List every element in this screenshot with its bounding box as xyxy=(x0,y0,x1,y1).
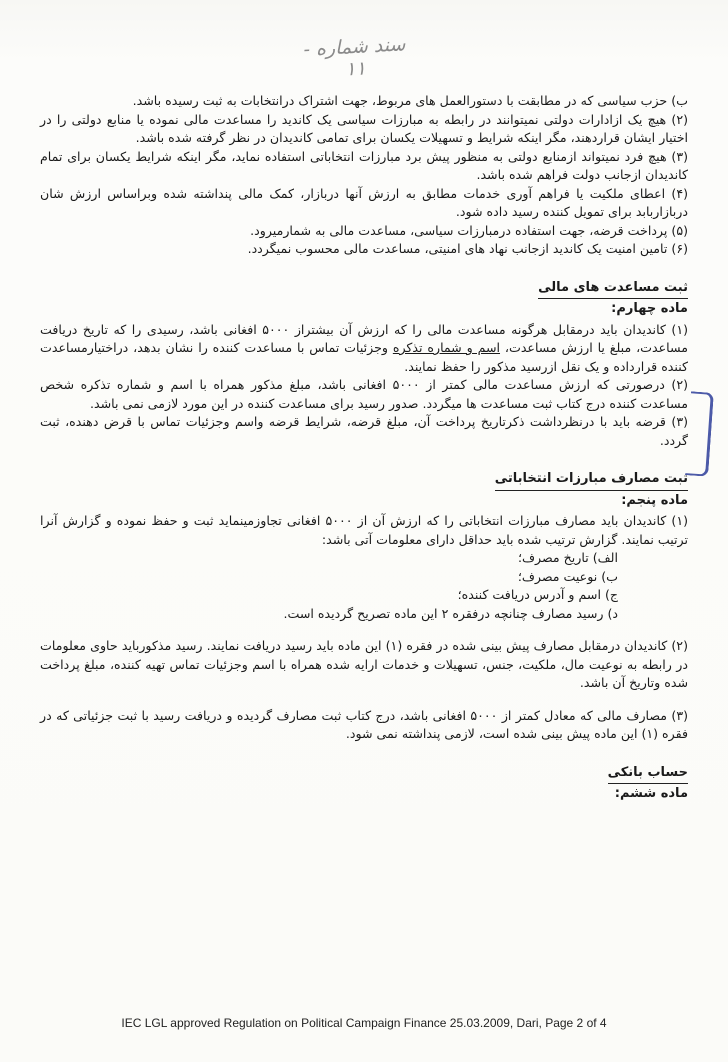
article-5-paragraph-3: (۳) مصارف مالی که معادل کمتر از ۵۰۰۰ افغانی باشد، درج کتاب ثبت مصارف گردیده و دریافت رسید با ثبت جزئیاتی که در فقره (۱) این ماده پیش بینی شده است، لازمی پنداشته نمی شود. xyxy=(40,707,689,741)
intro-paragraph-6: (۶) تامین امنیت یک کاندید ازجانب نهاد های امنیتی، مساعدت مالی محسوب نمیگردد. xyxy=(247,241,688,256)
list-item: د) رسید مصارف چنانچه درفقره ۲ این ماده تصریح گردیده است. xyxy=(283,605,618,621)
intro-paragraph-4: (۴) اعطای ملکیت یا فراهم آوری خدمات مطابق به ارزش آنها دربازار، کمک مالی پنداشته شده وبراساس ارزش شان دربازاربابد برای تمویل کننده رسید داده شود. xyxy=(40,185,688,219)
list-item: الف) تاریخ مصرف؛ xyxy=(517,550,618,565)
intro-paragraph-3: (۳) هیچ فرد نمیتواند ازمنابع دولتی به منظور پیش برد مبارزات انتخاباتی استفاده نماید، مگر اینکه شرایط یکسان برای تمام کاندیدان ازجانب دولت فراهم شده باشد. xyxy=(40,148,688,182)
article-4-paragraph-1 xyxy=(40,321,688,377)
page-footer: IEC LGL approved Regulation on Political Campaign Finance 25.03.2009, Dari, Page 2 of 4 xyxy=(121,1016,607,1030)
section-heading-bank-account: حساب بانکی xyxy=(608,764,688,785)
intro-paragraph-5: (۵) پرداخت قرضه، جهت استفاده درمبارزات سیاسی، مساعدت مالی به شمارمیرود. xyxy=(250,222,688,238)
handwritten-bracket-mark xyxy=(685,391,714,476)
expense-report-list xyxy=(40,549,688,623)
article-5-paragraph-1: (۱) کاندیدان باید مصارف مبارزات انتخاباتی را که ارزش آن از ۵۰۰۰ افغانی تجاوزمینماید ثبت و حفظ نموده و گزارش آنرا ترتیب نمایند. گزارش ترتیب شده باید حداقل دارای معلومات آتی باشد: xyxy=(40,513,688,547)
article-4-paragraph-2: (۲) درصورتی که ارزش مساعدت مالی کمتر از ۵۰۰۰ افغانی باشد، مبلغ مذکور همراه با اسم و شماره تذکره شخص مساعدت کننده درج کتاب ثبت مساعدت ها میگردد. صدور رسید برای مساعدت کننده در این مورد لازمی نمی باشد. xyxy=(40,377,688,411)
article-4-heading: ماده چهارم: xyxy=(611,301,688,316)
article-4-paragraph-3: (۳) قرضه باید با درنظرداشت ذکرتاریخ پرداخت آن، مبلغ قرضه، شرایط قرضه واسم وجزئیات تماس با قرض دهنده، ثبت گردد. xyxy=(40,414,688,448)
intro-item-b: ب) حزب سیاسی که در مطابقت با دستورالعمل های مربوط، جهت اشتراک درانتخابات به ثبت رسیده باشد. xyxy=(132,93,688,108)
article-6-heading: ماده ششم: xyxy=(614,786,688,801)
document-body xyxy=(40,92,688,806)
article-5-heading: ماده پنجم: xyxy=(621,492,688,508)
list-item: ب) نوعیت مصرف؛ xyxy=(517,568,618,584)
handwritten-document-number: سند شماره - ۱۱ xyxy=(302,33,406,81)
article-4-p1-start: (۱) کاندیدان باید درمقابل هرگونه مساعدت مالی را که ارزش آن بیشتراز ۵۰۰۰ افغانی باشد، رسیدی را که تاریخ دریافت مساعدت، مبلغ یا ارزش مساعدت، xyxy=(40,321,689,355)
intro-paragraph-2: (۲) هیچ یک ازادارات دولتی نمیتوانند در رابطه به مبارزات سیاسی یک کاندید را مساعدت مالی نموده یا منابع دولتی را در اختیار ایشان قراردهند، مگر اینکه شرایط و تسهیلات یکسان برای تمامی کاندیدان در نظر گرفته شده باشد. xyxy=(40,111,688,145)
article-4-p1-end: وجزئیات تماس با مساعدت کننده را نشان بدهد، دراختیارمساعدت کننده قرارداده و یک نقل ازرسید مذکور را حفظ نمایند. xyxy=(40,340,688,374)
section-heading-expenses: ثبت مصارف مبارزات انتخاباتی xyxy=(495,470,688,491)
underlined-name-id: اسم و شماره تذکره xyxy=(392,340,501,355)
section-heading-donations: ثبت مساعدت های مالی xyxy=(538,279,688,300)
article-5-paragraph-2: (۲) کاندیدان درمقابل مصارف پیش بینی شده در فقره (۱) این ماده باید رسید دریافت نمایند. رسید مذکورباید حاوی معلومات در رابطه به نوعیت مال، ملکیت، جنس، تسهیلات و خدمات ارایه شده همراه با اسم وجزئیات تماس تهیه کننده، مبلغ پرداخت شده وتاریخ آن باشد. xyxy=(40,638,688,690)
list-item: ج) اسم و آدرس دریافت کننده؛ xyxy=(457,587,618,602)
